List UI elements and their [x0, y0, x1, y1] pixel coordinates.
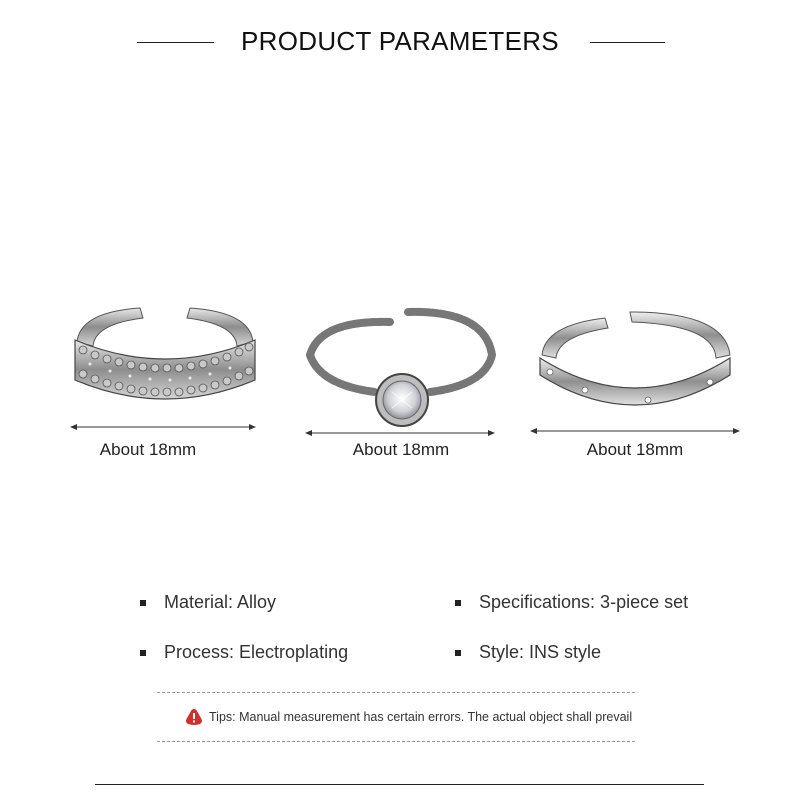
- measure-arrow-2: [305, 427, 495, 439]
- measure-arrow-3: [530, 425, 740, 437]
- bullet-icon: [140, 600, 146, 606]
- ring-image-wide-band: [65, 290, 265, 420]
- divider-dashed-bottom: [157, 741, 635, 742]
- ring-size-label-2: About 18mm: [352, 440, 450, 459]
- warning-icon: [185, 708, 203, 726]
- spec-process-text: Process: Electroplating: [164, 642, 349, 662]
- spec-specifications: [455, 592, 688, 613]
- tip-text: Tips: Manual measurement has certain errors. The actual object shall prevail: [209, 710, 633, 724]
- ring-image-thin-band: [530, 300, 740, 430]
- spec-process: [140, 642, 348, 663]
- page-title: PRODUCT PARAMETERS: [241, 26, 559, 56]
- spec-specifications-text: Specifications: 3-piece set: [479, 592, 689, 612]
- divider-dashed-top: [157, 692, 635, 693]
- ring-size-label-3: About 18mm: [586, 440, 684, 459]
- title-line-right: [590, 42, 665, 43]
- bottom-divider: [95, 784, 704, 785]
- spec-style: [455, 642, 601, 663]
- bullet-icon: [455, 650, 461, 656]
- ring-image-solitaire: [300, 300, 500, 430]
- measure-arrow-1: [70, 421, 256, 433]
- spec-material: [140, 592, 276, 613]
- ring-size-label-1: About 18mm: [99, 440, 197, 459]
- bullet-icon: [455, 600, 461, 606]
- spec-style-text: Style: INS style: [479, 642, 602, 662]
- bullet-icon: [140, 650, 146, 656]
- spec-material-text: Material: Alloy: [164, 592, 277, 612]
- measurement-tip: [185, 708, 632, 726]
